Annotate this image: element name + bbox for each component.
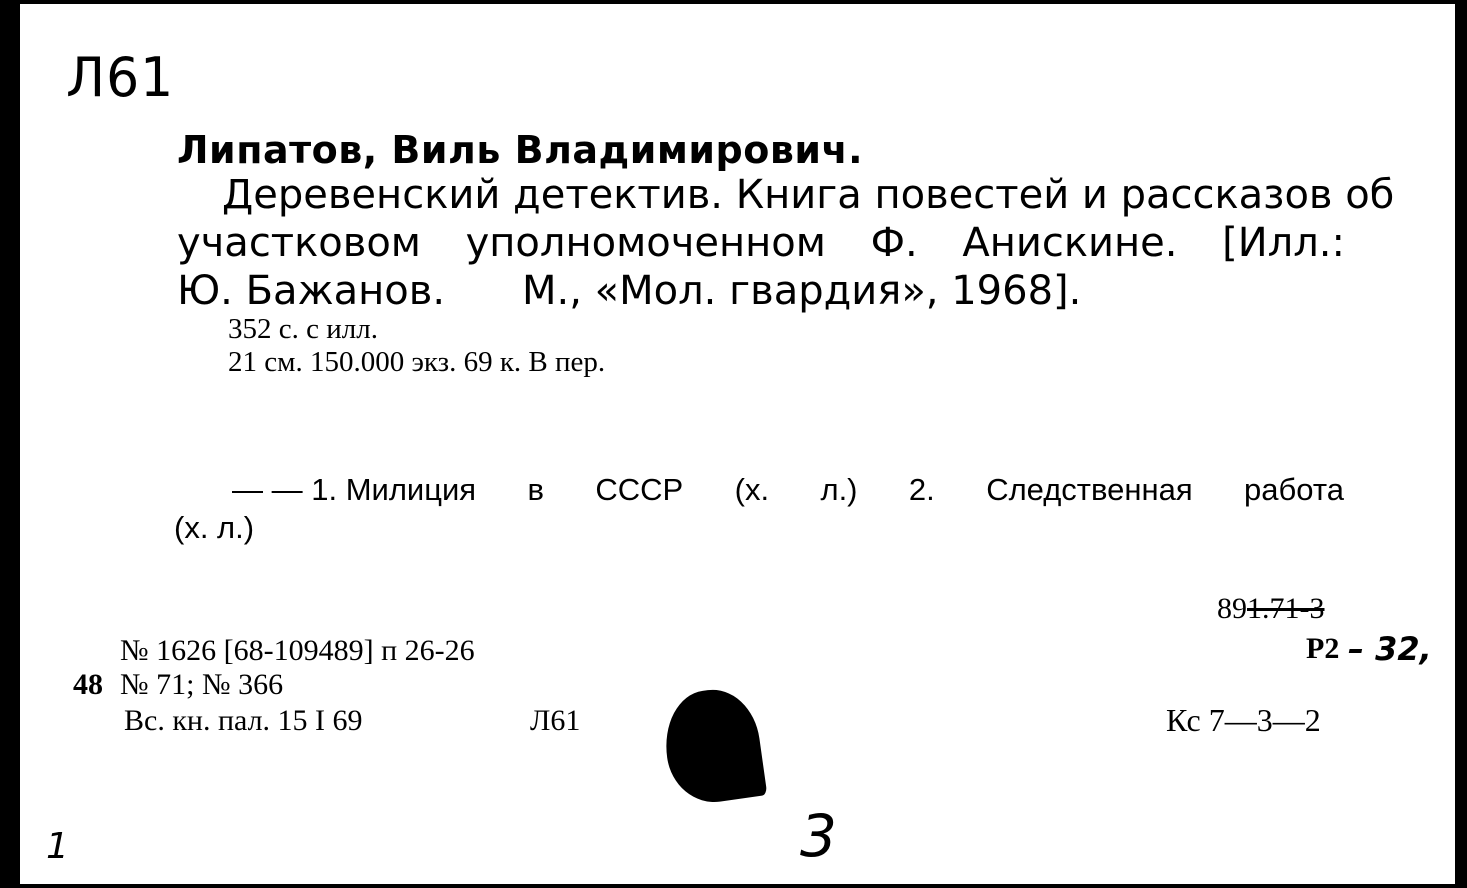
collation-size-price: 21 см. 150.000 экз. 69 к. В пер. bbox=[228, 346, 606, 378]
classification-struck: 1.71-3 bbox=[1247, 592, 1325, 625]
record-line-2: № 71; № 366 bbox=[120, 668, 284, 701]
author-heading: Липатов, Виль Владимирович. bbox=[177, 128, 864, 172]
title-word: уполномоченном bbox=[465, 220, 826, 266]
title-line-1: Деревенский детектив. Книга повестей и рассказов об bbox=[222, 172, 1395, 218]
title-line-3-imprint: М., «Мол. гвардия», 1968]. bbox=[522, 268, 1082, 314]
record-line-3-chamber: Вс. кн. пал. 15 I 69 bbox=[124, 704, 363, 737]
subject-headings-line-1 bbox=[232, 472, 1344, 508]
collation-pages: 352 с. с илл. bbox=[228, 313, 378, 345]
title-word: [Илл.: bbox=[1222, 220, 1345, 266]
handwritten-call-mark: Л61 bbox=[66, 46, 175, 110]
title-line-2 bbox=[177, 220, 1345, 266]
handwritten-class-suffix: – 32, bbox=[1348, 630, 1432, 668]
subject-word: в bbox=[527, 472, 544, 507]
subject-word: СССР bbox=[595, 472, 684, 507]
subject-word: 2. bbox=[908, 472, 935, 507]
card-border-top bbox=[0, 0, 1467, 4]
handwritten-number-left: 1 bbox=[46, 826, 69, 867]
title-line-3-illustrator: Ю. Бажанов. bbox=[177, 268, 446, 314]
cataloging-code: Кс 7—3—2 bbox=[1166, 702, 1321, 738]
title-word: Ф. bbox=[870, 220, 918, 266]
classification-prefix: 89 bbox=[1217, 592, 1247, 625]
title-word: Анискине. bbox=[962, 220, 1178, 266]
handwritten-number-bottom: 3 bbox=[800, 802, 837, 870]
subject-word: работа bbox=[1244, 472, 1344, 507]
card-border-bottom bbox=[0, 884, 1467, 888]
card-border-right bbox=[1455, 0, 1467, 888]
subject-word: (х. bbox=[734, 472, 770, 507]
subject-word: — — 1. Милиция bbox=[232, 472, 477, 507]
card-border-left bbox=[0, 0, 20, 888]
subject-word: Следственная bbox=[986, 472, 1193, 507]
record-line-1: № 1626 [68-109489] п 26-26 bbox=[120, 634, 475, 667]
classification-number bbox=[1217, 592, 1325, 626]
subject-word: л.) bbox=[820, 472, 858, 507]
record-line-2-prefix: 48 bbox=[73, 668, 103, 701]
class-code: Р2 bbox=[1306, 632, 1340, 665]
punch-hole-blot bbox=[659, 684, 768, 808]
title-word: участковом bbox=[177, 220, 421, 266]
record-line-3-code: Л61 bbox=[530, 704, 581, 737]
subject-headings-line-2: (х. л.) bbox=[174, 510, 255, 545]
